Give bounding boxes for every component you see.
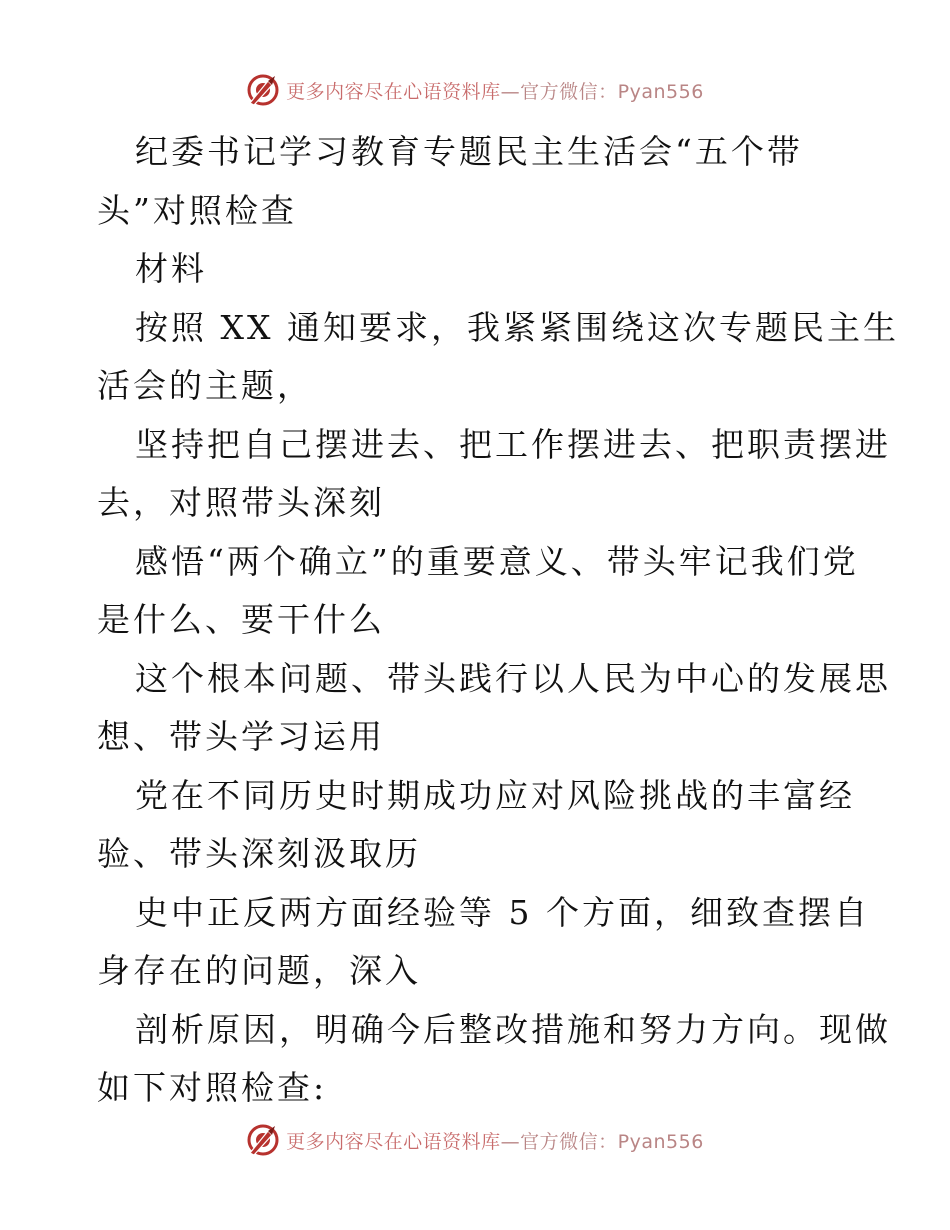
doc-line-8: 感悟“两个确立”的重要意义、带头牢记我们党 bbox=[135, 541, 859, 581]
banner-text bbox=[286, 1127, 704, 1154]
doc-line-9: 是什么、要干什么 bbox=[97, 600, 385, 639]
doc-line-10: 这个根本问题、带头践行以人民为中心的发展思 bbox=[135, 658, 891, 698]
doc-line-13: 验、带头深刻汲取历 bbox=[97, 834, 421, 873]
banner-text-suffix: —官方微信：Pyan556 bbox=[500, 80, 704, 103]
doc-line-1: 纪委书记学习教育专题民主生活会“五个带 bbox=[135, 132, 803, 171]
doc-line-16: 剖析原因，明确今后整改措施和努力方向。现做 bbox=[135, 1009, 891, 1049]
doc-line-14: 史中正反两方面经验等 5 个方面，细致查摆自 bbox=[135, 892, 870, 932]
doc-line-4: 按照 XX 通知要求，我紧紧围绕这次专题民主生 bbox=[135, 307, 899, 347]
doc-line-3: 材料 bbox=[135, 249, 207, 288]
doc-line-12: 党在不同历史时期成功应对风险挑战的丰富经 bbox=[135, 775, 855, 815]
header-watermark-banner bbox=[0, 70, 950, 110]
banner-text bbox=[286, 77, 704, 104]
doc-line-15: 身存在的问题，深入 bbox=[97, 951, 421, 990]
banner-text-main: 更多内容尽在心语资料库 bbox=[286, 1130, 501, 1153]
doc-line-2: 头”对照检查 bbox=[97, 190, 297, 230]
doc-line-7: 去，对照带头深刻 bbox=[97, 483, 385, 522]
pen-circle-logo-icon bbox=[246, 73, 280, 107]
doc-line-5: 活会的主题， bbox=[97, 366, 313, 405]
doc-line-6: 坚持把自己摆进去、把工作摆进去、把职责摆进 bbox=[135, 424, 891, 464]
document-body bbox=[97, 123, 899, 1118]
doc-line-17: 如下对照检查: bbox=[97, 1068, 328, 1107]
doc-line-11: 想、带头学习运用 bbox=[97, 717, 385, 756]
footer-watermark-banner bbox=[0, 1120, 950, 1160]
banner-text-suffix: —官方微信：Pyan556 bbox=[500, 1130, 704, 1153]
pen-circle-logo-icon bbox=[246, 1123, 280, 1157]
banner-text-main: 更多内容尽在心语资料库 bbox=[286, 80, 501, 103]
